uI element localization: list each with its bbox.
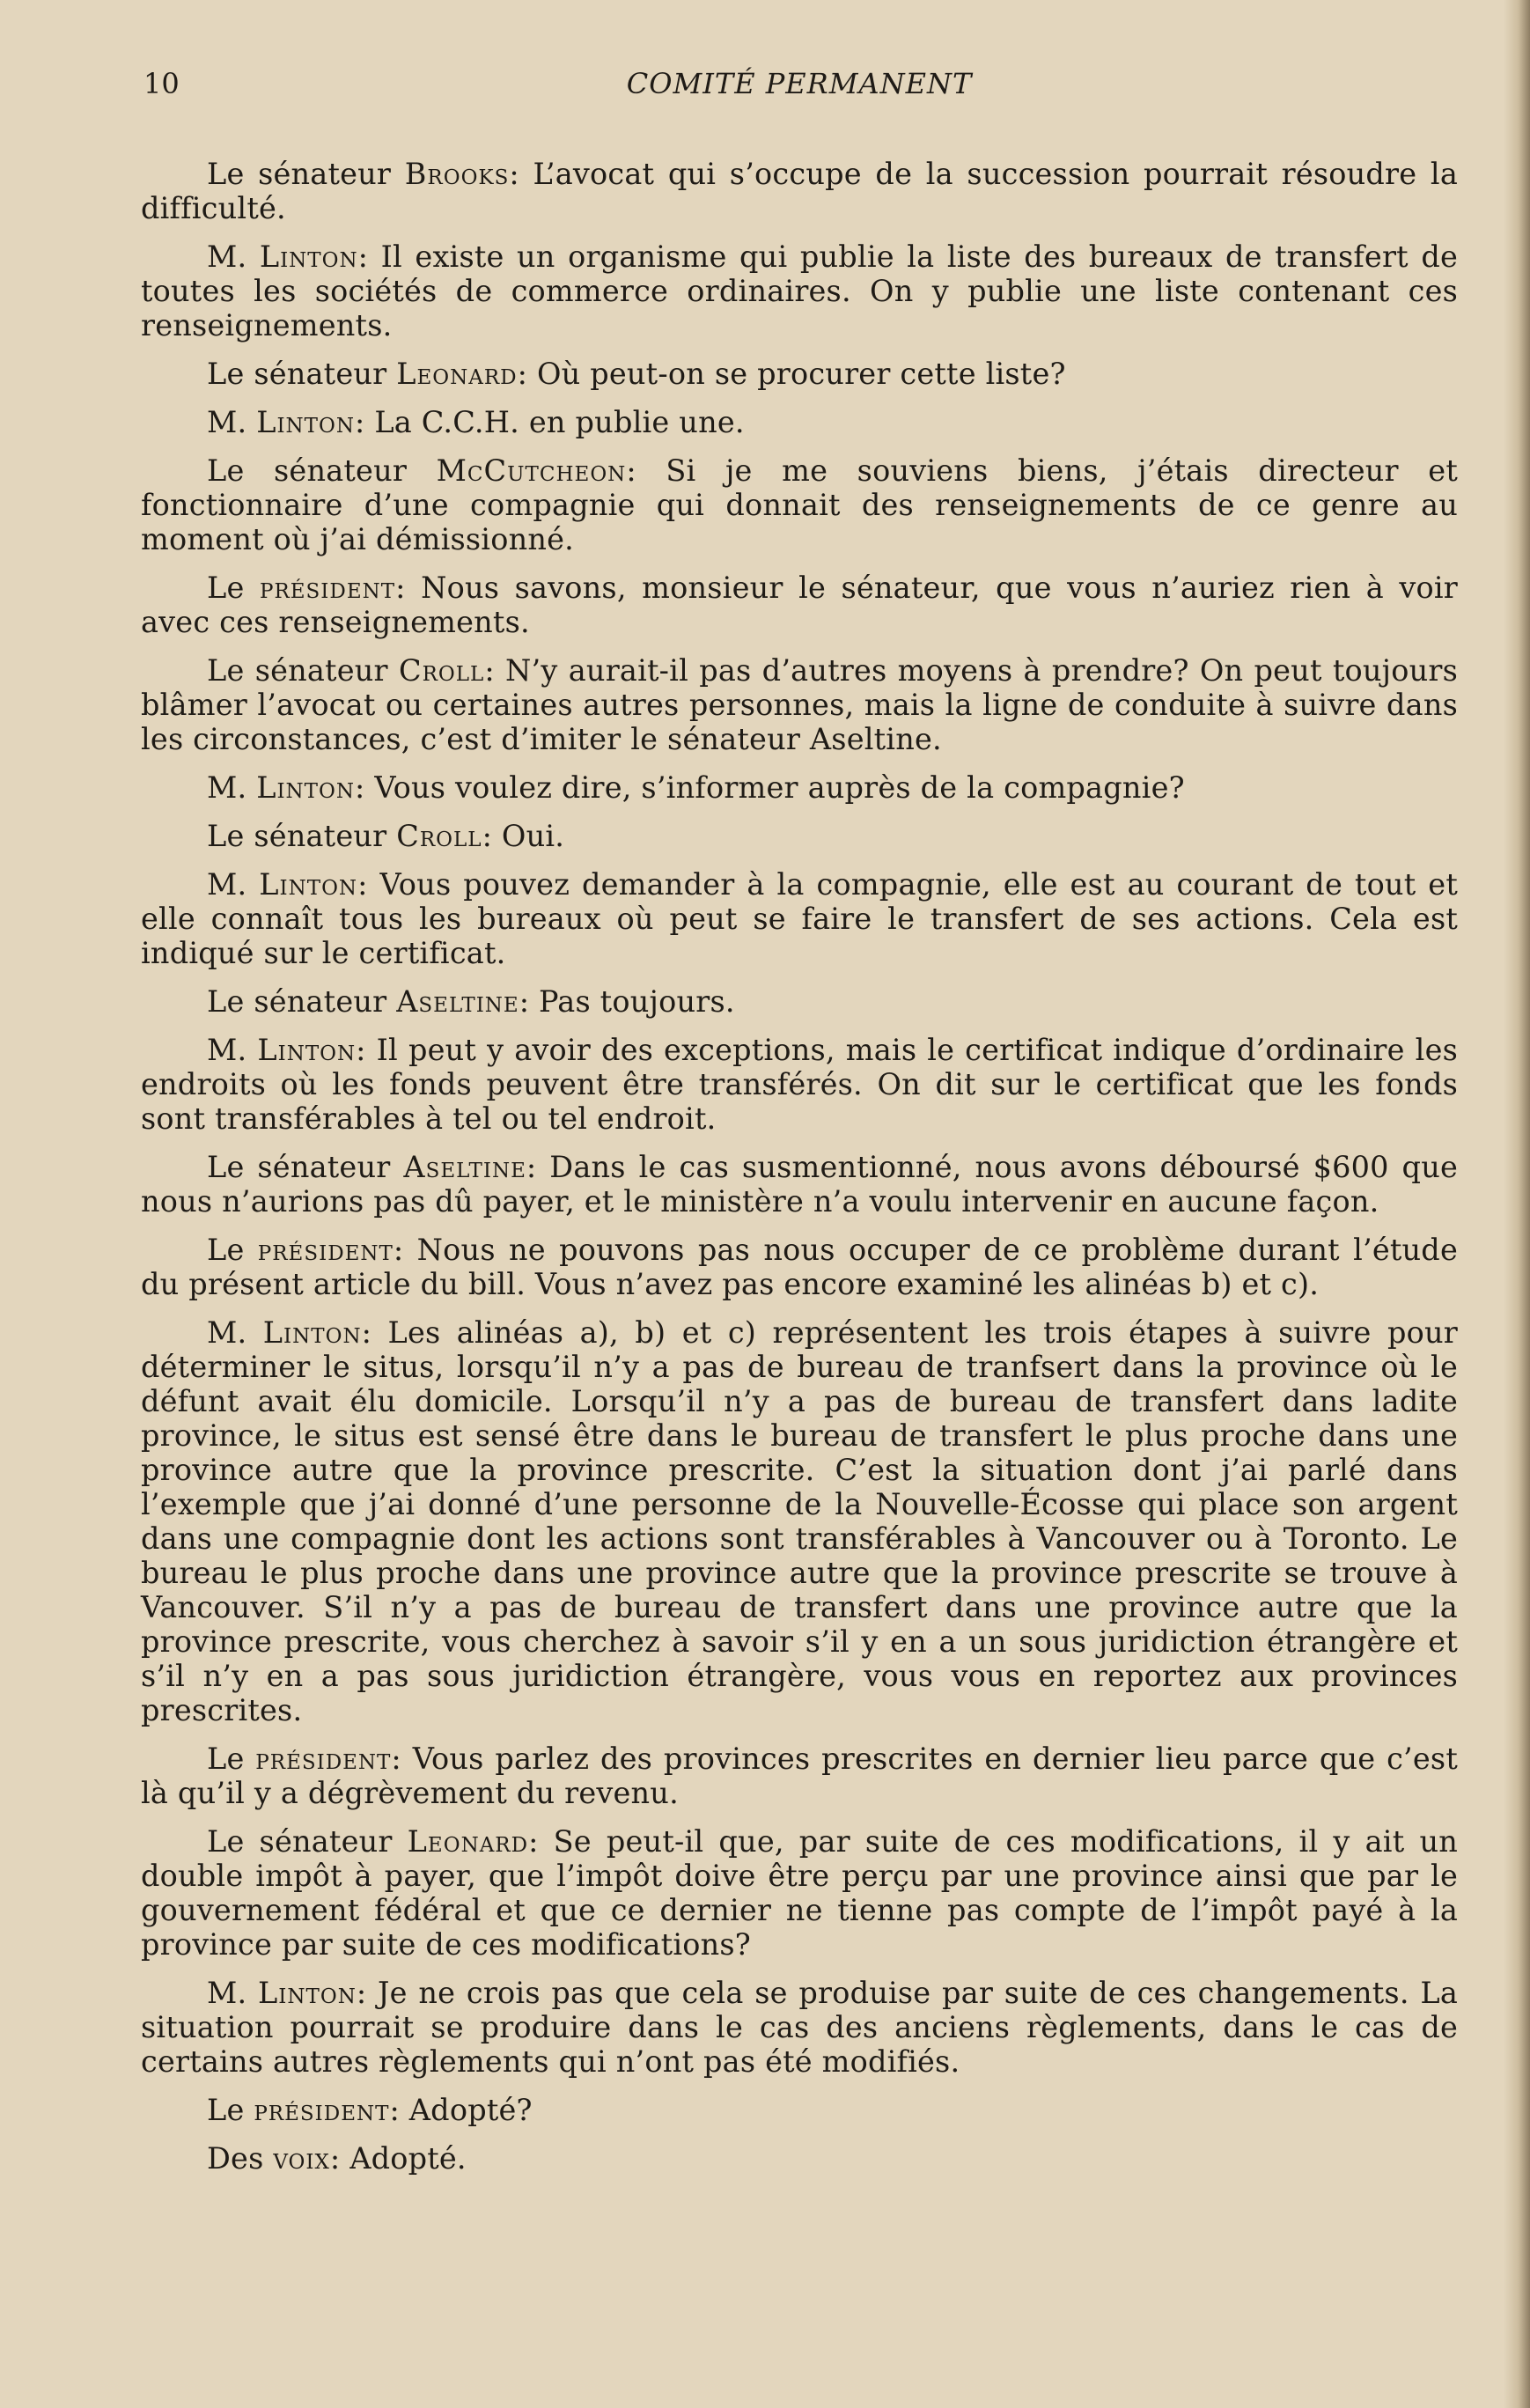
speaker-prefix: M.	[207, 1033, 258, 1067]
speaker-name: Linton	[258, 1976, 357, 2010]
transcript-paragraph	[141, 2141, 1458, 2176]
speaker-name: président	[257, 1233, 394, 1267]
transcript-paragraph	[141, 157, 1458, 225]
transcript-paragraph	[141, 357, 1458, 391]
speaker-prefix: M.	[207, 770, 257, 805]
speaker-name: Linton	[259, 239, 358, 274]
transcript-paragraph	[141, 1315, 1458, 1727]
transcript-paragraph	[141, 984, 1458, 1019]
speech-text: : Se peut-il que, par suite de ces modifications, il y ait un double impôt à payer, que l’impôt doive être perçu par une province ainsi que par le gouvernement fédéral et que ce dernier ne tienne pas compte de l’impôt payé à la province par suite de ces modifications?	[141, 1824, 1458, 1962]
speaker-prefix: Le	[207, 2093, 254, 2127]
speaker-name: Linton	[262, 1315, 362, 1350]
speaker-name: Leonard	[396, 357, 518, 391]
transcript-paragraph	[141, 453, 1458, 556]
speaker-prefix: Le sénateur	[207, 819, 397, 853]
speaker-name: McCutcheon	[436, 453, 627, 488]
transcript-paragraph	[141, 1150, 1458, 1219]
speaker-name: Croll	[396, 819, 482, 853]
transcript-body	[141, 157, 1458, 2176]
speech-text: : Vous voulez dire, s’informer auprès de la compagnie?	[354, 770, 1185, 805]
speech-text: : La C.C.H. en publie une.	[354, 405, 745, 439]
transcript-paragraph	[141, 1033, 1458, 1136]
speech-text: : Nous ne pouvons pas nous occuper de ce problème durant l’étude du présent article du bill. Vous n’avez pas encore examiné les alinéas b) et c).	[141, 1233, 1458, 1301]
speaker-prefix: Le	[207, 571, 260, 605]
speaker-prefix: M.	[207, 239, 260, 274]
speech-text: : Si je me souviens biens, j’étais directeur et fonctionnaire d’une compagnie qui donnait des renseignements de ce genre au moment où j’ai démissionné.	[141, 453, 1458, 556]
speaker-prefix: M.	[207, 867, 260, 902]
document-page	[141, 67, 1458, 2190]
speaker-prefix: Le sénateur	[207, 157, 405, 191]
transcript-paragraph	[141, 405, 1458, 439]
speech-text: : Il peut y avoir des exceptions, mais le certificat indique d’ordinaire les endroits où les fonds peuvent être transférés. On dit sur le certificat que les fonds sont transférables à tel ou tel endroit.	[141, 1033, 1458, 1136]
transcript-paragraph	[141, 819, 1458, 853]
transcript-paragraph	[141, 239, 1458, 342]
speaker-name: Croll	[398, 653, 485, 688]
page-edge-shadow	[1504, 0, 1530, 2408]
speech-text: : N’y aurait-il pas d’autres moyens à prendre? On peut toujours blâmer l’avocat ou certaines autres personnes, mais la ligne de conduite à suivre dans les circonstances, c’est d’imiter le sénateur Aseltine.	[141, 653, 1458, 756]
speaker-prefix: Le sénateur	[207, 984, 397, 1019]
speech-text: : Où peut-on se procurer cette liste?	[517, 357, 1066, 391]
speaker-prefix: Le	[207, 1233, 258, 1267]
speaker-prefix: Le sénateur	[207, 1150, 404, 1184]
speaker-prefix: M.	[207, 1315, 263, 1350]
speech-text: : Je ne crois pas que cela se produise par suite de ces changements. La situation pourrait se produire dans le cas des anciens règlements, dans le cas de certains autres règlements qui n’ont pas été modifiés.	[141, 1976, 1458, 2079]
speaker-name: Linton	[259, 867, 358, 902]
running-head: COMITÉ PERMANENT	[626, 67, 973, 100]
transcript-paragraph	[141, 770, 1458, 805]
speech-text: : Oui.	[482, 819, 565, 853]
speaker-name: Linton	[256, 770, 355, 805]
speech-text: : Adopté?	[389, 2093, 533, 2127]
speaker-name: Brooks	[404, 157, 510, 191]
speech-text: : Adopté.	[329, 2141, 467, 2176]
speaker-prefix: M.	[207, 405, 257, 439]
speech-text: : Les alinéas a), b) et c) représentent les trois étapes à suivre pour déterminer le situs, lorsqu’il n’y a pas de bureau de tranfsert dans la province où le défunt avait élu domicile. Lorsqu’il n’y a pas de bureau de transfert dans ladite province, le situs est sensé être dans le bureau de transfert le plus proche dans une province autre que la province prescrite. C’est la situation dont j’ai parlé dans l’exemple que j’ai donné d’une personne de la Nouvelle-Écosse qui place son argent dans une compagnie dont les actions sont transférables à Vancouver ou à Toronto. Le bureau le plus proche dans une province autre que la province prescrite se trouve à Vancouver. S’il n’y a pas de bureau de transfert dans une province autre que la province prescrite, vous cherchez à savoir s’il y en a un sous juridiction étrangère et s’il n’y en a pas sous juridiction étrangère, vous vous en reportez aux provinces prescrites.	[141, 1315, 1458, 1727]
speech-text: : Pas toujours.	[519, 984, 735, 1019]
speaker-prefix: Le sénateur	[207, 653, 399, 688]
transcript-paragraph	[141, 1824, 1458, 1962]
speaker-name: Linton	[257, 1033, 357, 1067]
page-number: 10	[143, 67, 180, 100]
speaker-name: voix	[273, 2141, 330, 2176]
speaker-name: Linton	[256, 405, 355, 439]
speech-text: : Il existe un organisme qui publie la liste des bureaux de transfert de toutes les sociétés de commerce ordinaires. On y publie une liste contenant ces renseignements.	[141, 239, 1458, 342]
speaker-name: Aseltine	[403, 1150, 526, 1184]
transcript-paragraph	[141, 1976, 1458, 2079]
speaker-prefix: Le sénateur	[207, 357, 397, 391]
speaker-prefix: Le	[207, 1742, 256, 1776]
transcript-paragraph	[141, 867, 1458, 970]
speaker-prefix: Le sénateur	[207, 1824, 408, 1859]
transcript-paragraph	[141, 653, 1458, 756]
speech-text: : Vous parlez des provinces prescrites en dernier lieu parce que c’est là qu’il y a dégrèvement du revenu.	[141, 1742, 1458, 1810]
speaker-prefix: Le sénateur	[207, 453, 437, 488]
speaker-name: président	[259, 571, 396, 605]
transcript-paragraph	[141, 1233, 1458, 1301]
speaker-name: président	[255, 1742, 392, 1776]
speaker-prefix: Des	[207, 2141, 274, 2176]
speech-text: : Nous savons, monsieur le sénateur, que vous n’auriez rien à voir avec ces renseignements.	[141, 571, 1458, 639]
speaker-name: président	[254, 2093, 390, 2127]
transcript-paragraph	[141, 1742, 1458, 1810]
transcript-paragraph	[141, 2093, 1458, 2127]
speech-text: : L’avocat qui s’occupe de la succession pourrait résoudre la difficulté.	[141, 157, 1458, 225]
speaker-name: Aseltine	[396, 984, 519, 1019]
speech-text: : Dans le cas susmentionné, nous avons déboursé $600 que nous n’aurions pas dû payer, et le ministère n’a voulu intervenir en aucune façon.	[141, 1150, 1458, 1219]
transcript-paragraph	[141, 571, 1458, 639]
speech-text: : Vous pouvez demander à la compagnie, elle est au courant de tout et elle connaît tous les bureaux où peut se faire le transfert de ses actions. Cela est indiqué sur le certificat.	[141, 867, 1458, 970]
speaker-prefix: M.	[207, 1976, 259, 2010]
speaker-name: Leonard	[407, 1824, 529, 1859]
page-header	[141, 67, 1458, 111]
